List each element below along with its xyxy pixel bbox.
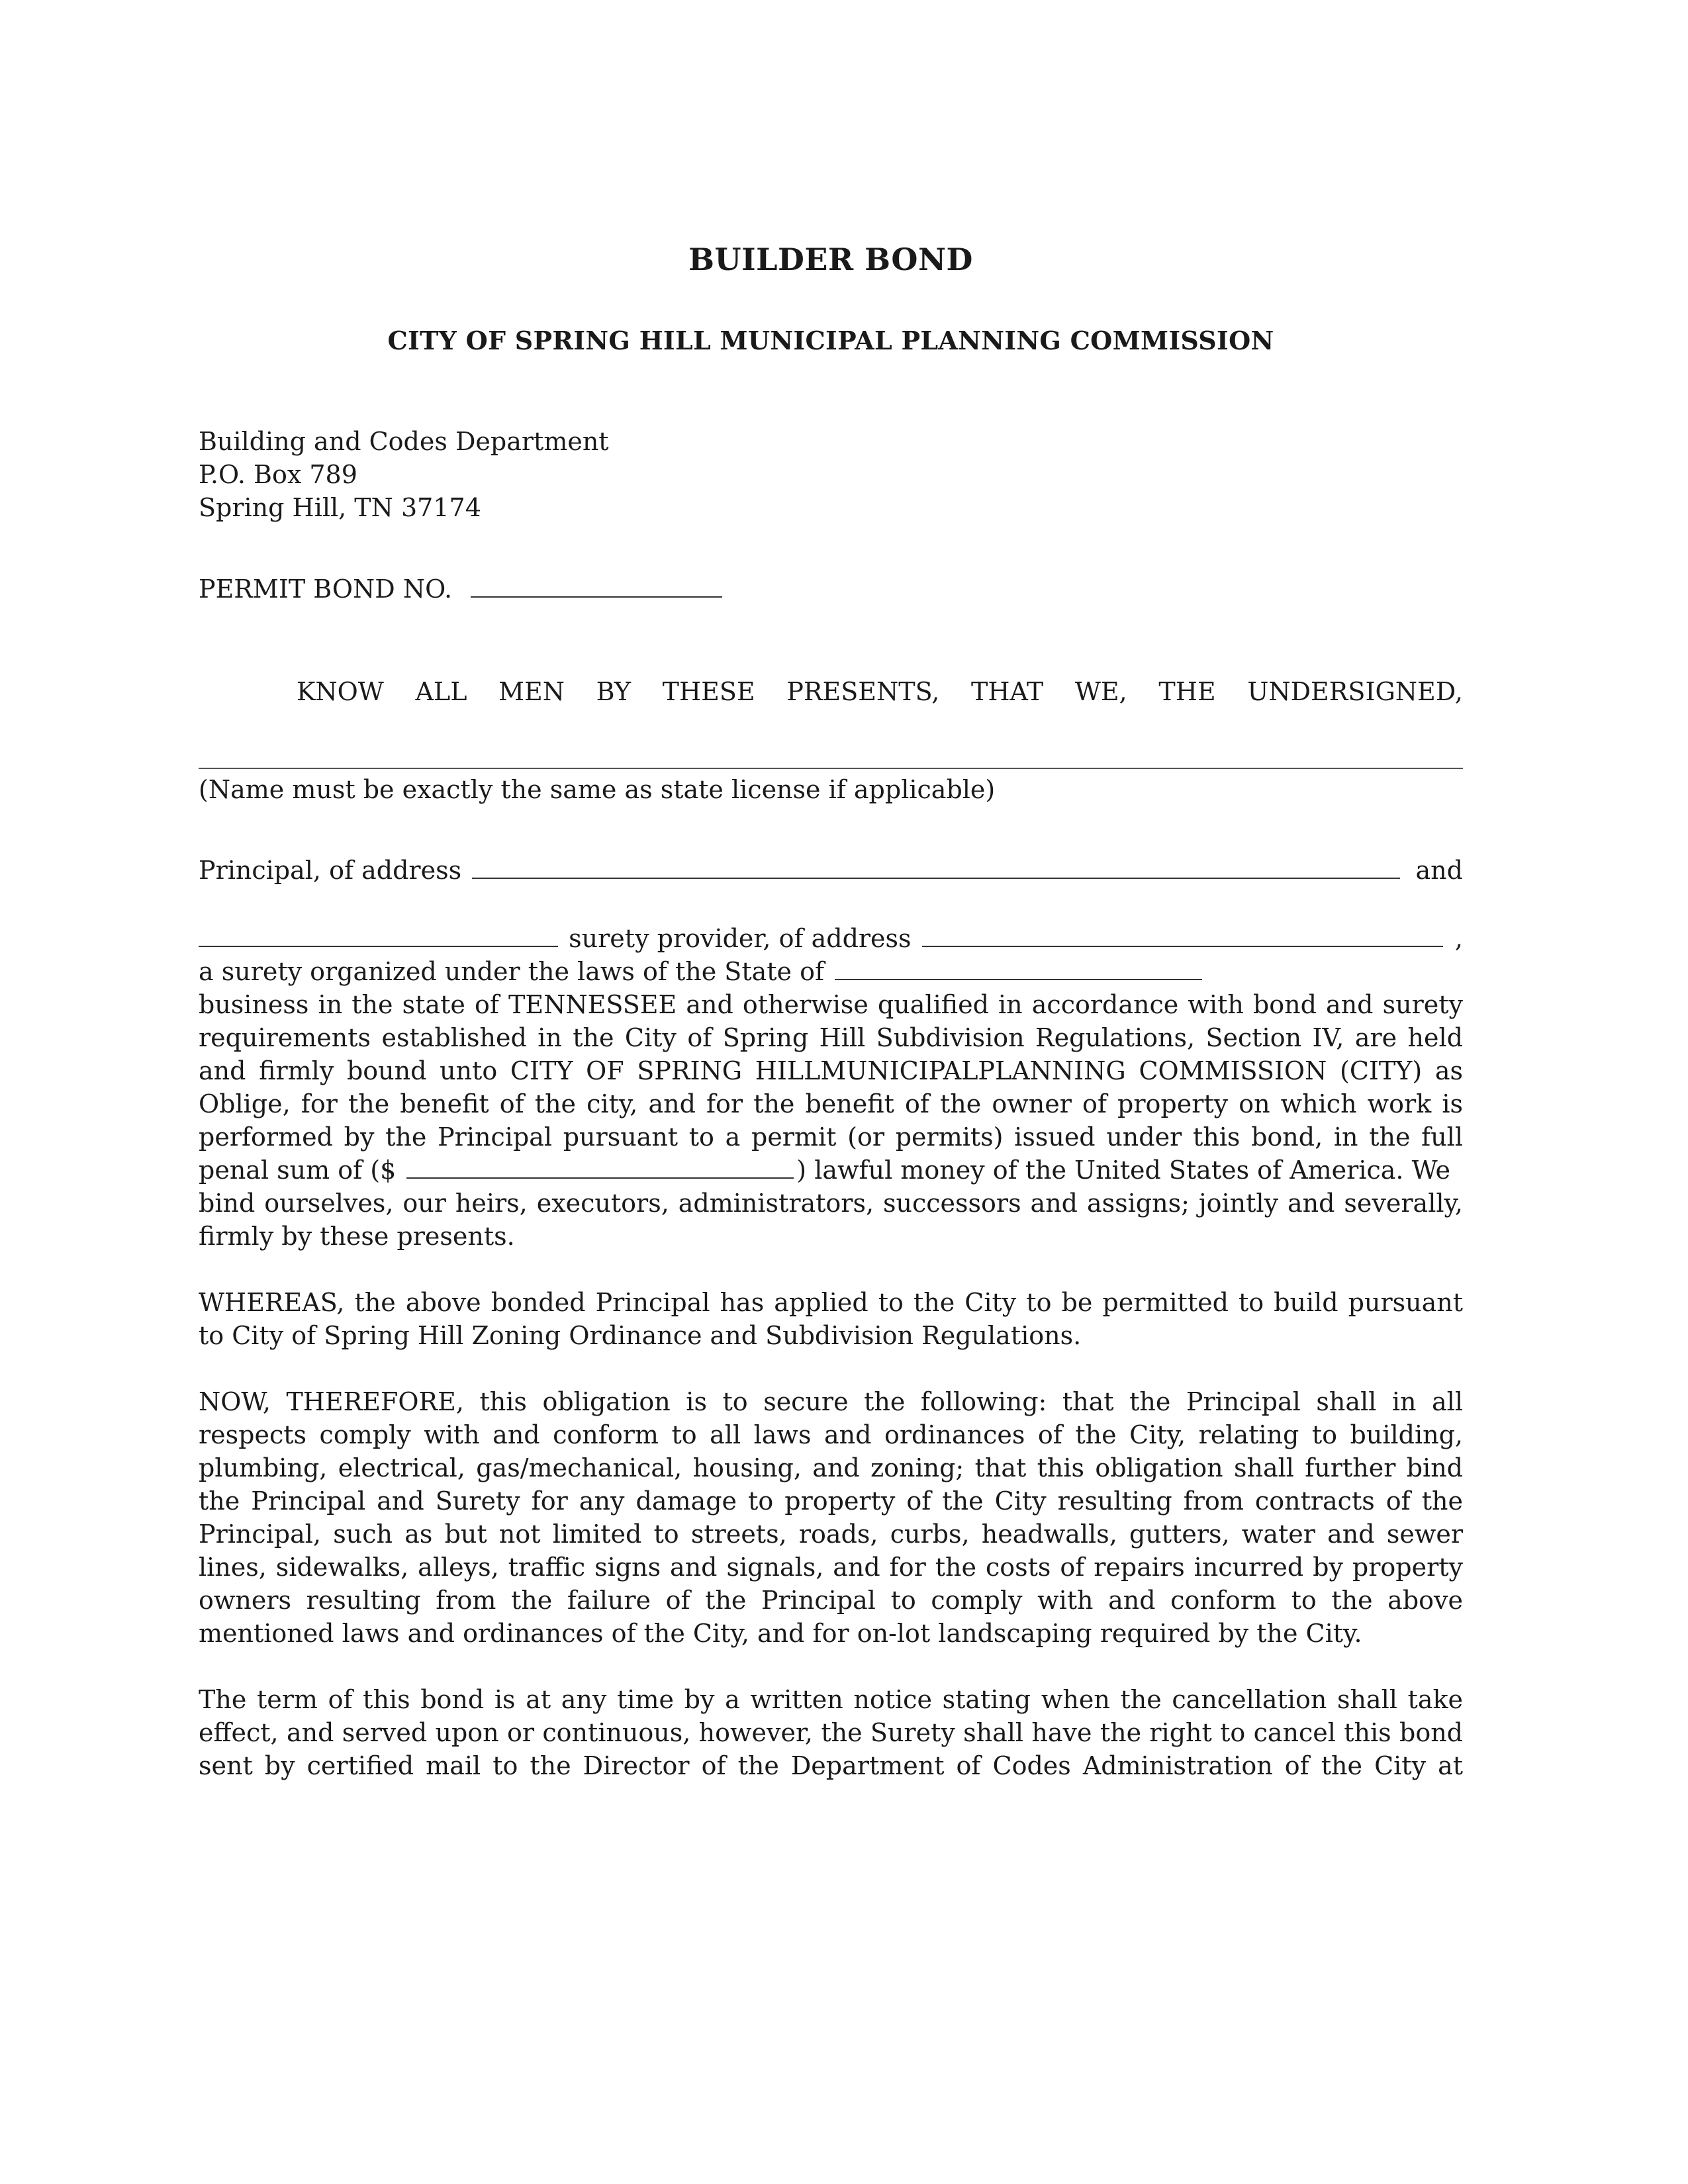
term-line: effect, and served upon or continuous, however, the Surety shall have the right to cancel this bond [199,1718,1463,1747]
permit-bond-number-row [199,572,722,606]
state-label: a surety organized under the laws of the State of [199,957,825,986]
know-word: WE, [1074,677,1127,706]
body-line: performed by the Principal pursuant to a permit (or permits) issued under this bond, in the full [199,1122,1463,1152]
document-subtitle: CITY OF SPRING HILL MUNICIPAL PLANNING COMMISSION [387,326,1274,355]
principal-and: and [1415,856,1463,885]
surety-comma: , [1454,924,1463,953]
know-all-men-line [297,675,1463,708]
know-word: MEN [498,677,565,706]
penal-sum-field[interactable] [406,1154,794,1179]
permit-bond-label: PERMIT BOND NO. [199,574,453,604]
surety-state-field[interactable] [835,955,1202,980]
department-address [199,425,609,524]
surety-provider-name-field[interactable] [199,922,558,947]
body-line: firmly by these presents. [199,1222,515,1251]
term-paragraph [199,1683,1463,1782]
now-line: plumbing, electrical, gas/mechanical, housing, and zoning; that this obligation shall further bind [199,1453,1463,1482]
surety-row [199,922,1463,955]
term-line: The term of this bond is at any time by a written notice stating when the cancellation shall take [199,1685,1463,1714]
term-line: sent by certified mail to the Director of the Department of Codes Administration of the City at [199,1751,1463,1780]
body-line: requirements established in the City of Spring Hill Subdivision Regulations, Section IV, are held [199,1023,1463,1052]
now-therefore-paragraph [199,1385,1463,1650]
address-line-1: Building and Codes Department [199,427,609,456]
know-word: THE [1158,677,1216,706]
body-line: and firmly bound unto CITY OF SPRING HILLMUNICIPALPLANNING COMMISSION (CITY) as [199,1056,1463,1085]
whereas-paragraph [199,1286,1463,1352]
know-word: THESE [662,677,755,706]
address-line-3: Spring Hill, TN 37174 [199,493,481,522]
document-title: BUILDER BOND [688,242,973,277]
bond-body-paragraph [199,988,1463,1253]
whereas-line: to City of Spring Hill Zoning Ordinance and Subdivision Regulations. [199,1321,1082,1350]
penal-sum-suffix: ) lawful money of the United States of America. We [796,1156,1451,1185]
know-word: BY [596,677,631,706]
know-word: THAT [971,677,1044,706]
now-line: Principal, such as but not limited to streets, roads, curbs, headwalls, gutters, water and sewer [199,1520,1463,1549]
now-line: NOW, THEREFORE, this obligation is to secure the following: that the Principal shall in all [199,1387,1463,1416]
surety-state-row [199,955,1202,988]
principal-label: Principal, of address [199,856,462,885]
know-word: ALL [415,677,467,706]
penal-sum-prefix: penal sum of ($ [199,1156,397,1185]
know-word: UNDERSIGNED, [1247,677,1463,706]
principal-name-field[interactable] [199,768,1463,769]
now-line: the Principal and Surety for any damage to property of the City resulting from contracts of the [199,1486,1463,1516]
know-word: KNOW [297,677,384,706]
surety-label: surety provider, of address [569,924,912,953]
body-line: Oblige, for the benefit of the city, and for the benefit of the owner of property on which work is [199,1089,1463,1118]
address-line-2: P.O. Box 789 [199,460,357,489]
body-line: bind ourselves, our heirs, executors, administrators, successors and assigns; jointly and severally, [199,1189,1463,1218]
body-line: business in the state of TENNESSEE and otherwise qualified in accordance with bond and surety [199,990,1463,1019]
now-line: owners resulting from the failure of the Principal to comply with and conform to the above [199,1586,1463,1615]
principal-address-field[interactable] [472,854,1399,879]
penal-sum-line [199,1154,1463,1187]
whereas-line: WHEREAS, the above bonded Principal has applied to the City to be permitted to build pursuant [199,1288,1463,1317]
principal-address-row [199,854,1463,887]
now-line: respects comply with and conform to all laws and ordinances of the City, relating to building, [199,1420,1463,1449]
now-line: lines, sidewalks, alleys, traffic signs and signals, and for the costs of repairs incurred by property [199,1553,1463,1582]
now-line: mentioned laws and ordinances of the City, and for on-lot landscaping required by the City. [199,1619,1362,1648]
permit-bond-number-field[interactable] [471,572,722,598]
name-note: (Name must be exactly the same as state license if applicable) [199,775,996,804]
surety-address-field[interactable] [922,922,1443,947]
know-word: PRESENTS, [786,677,940,706]
